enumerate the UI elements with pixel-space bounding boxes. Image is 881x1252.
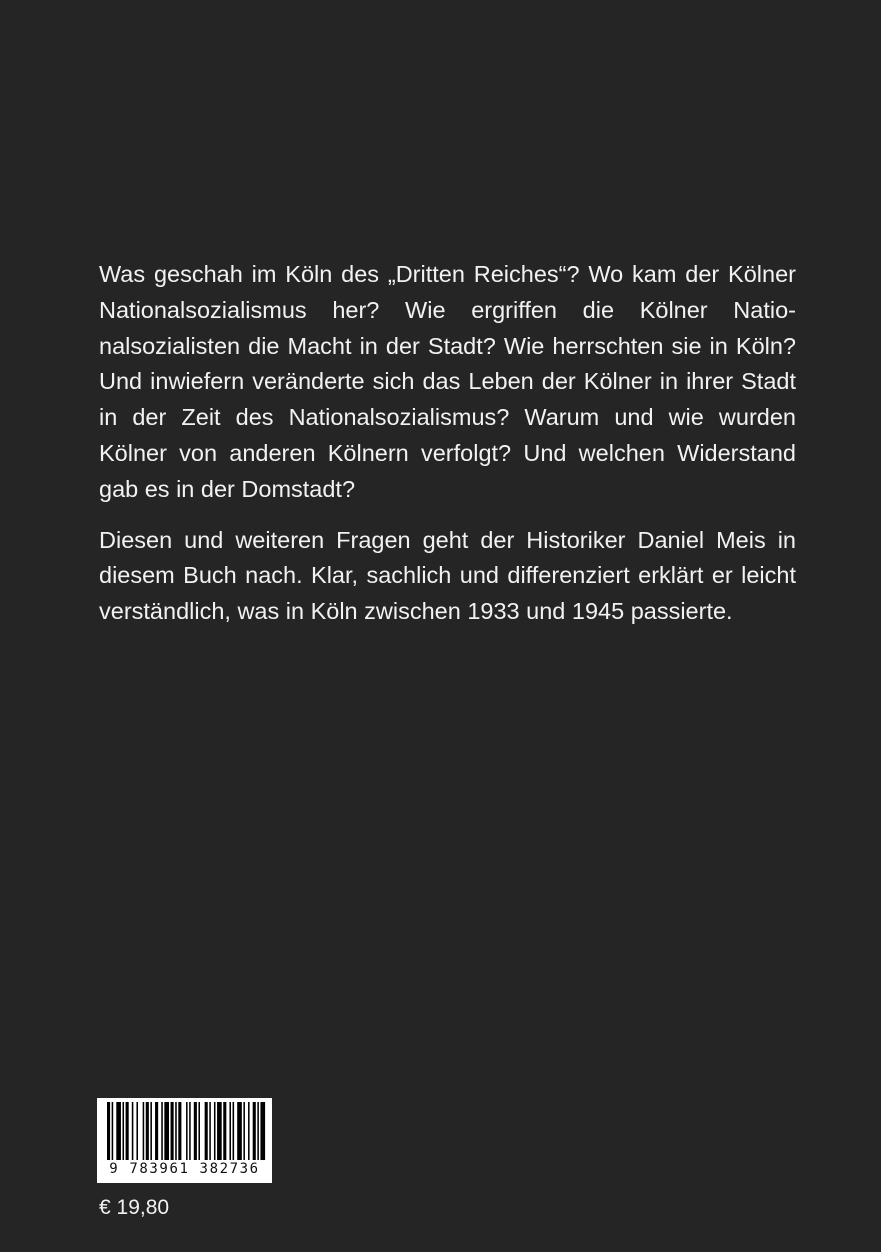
barcode-bar bbox=[223, 1102, 226, 1160]
barcode-bar bbox=[150, 1102, 152, 1160]
barcode-bar bbox=[123, 1102, 125, 1160]
barcode-bar bbox=[126, 1102, 129, 1160]
isbn-barcode bbox=[97, 1098, 272, 1183]
barcode-bar bbox=[112, 1102, 114, 1160]
barcode-bar bbox=[171, 1102, 174, 1160]
barcode-bar bbox=[161, 1102, 163, 1160]
blurb-paragraph: Diesen und weiteren Fragen geht der Historiker Daniel Meis in diesem Buch nach. Klar, sachlich und differenziert erklärt er leicht verständlich, was in Köln zwischen 1933 und 1945 passierte. bbox=[99, 526, 796, 625]
barcode-bar bbox=[155, 1102, 158, 1160]
barcode-bar bbox=[253, 1102, 256, 1160]
barcode-bar bbox=[194, 1102, 197, 1160]
barcode-bar bbox=[143, 1102, 145, 1160]
barcode-bar bbox=[248, 1102, 250, 1160]
blurb-paragraph: Was geschah im Köln des „Dritten Reiches“? Wo kam der Kölner Nationalsozialismus her? Wie ergriffen die Kölner Nationalsozialisten die Macht in der Stadt? Wie herrschten sie in Köln? Und inwiefern veränderte sich das Leben der Kölner in ihrer Stadt in der Zeit des Nationalsozialismus? Warum und wie wurden Kölner von anderen Kölnern verfolgt? Und welchen Widerstand gab es in der Domstadt? bbox=[99, 261, 796, 502]
barcode-bar bbox=[217, 1102, 222, 1160]
isbn-digits: 9 783961 382736 bbox=[109, 1161, 260, 1177]
barcode-bar bbox=[257, 1102, 259, 1160]
price-label: € 19,80 bbox=[99, 1196, 170, 1219]
barcode-bar bbox=[146, 1102, 149, 1160]
back-cover-blurb bbox=[99, 257, 796, 645]
barcode-bar bbox=[175, 1102, 177, 1160]
barcode-bar bbox=[233, 1102, 235, 1160]
barcode-bar bbox=[132, 1102, 134, 1160]
barcode-bar bbox=[243, 1102, 245, 1160]
barcode-bar bbox=[260, 1102, 265, 1160]
barcode-bar bbox=[189, 1102, 191, 1160]
barcode-bar bbox=[198, 1102, 200, 1160]
barcode-bar bbox=[116, 1102, 121, 1160]
barcode-bar bbox=[237, 1102, 242, 1160]
barcode-bar bbox=[209, 1102, 211, 1160]
barcode-bar bbox=[186, 1102, 188, 1160]
barcode-bar bbox=[229, 1102, 231, 1160]
barcode-bar bbox=[136, 1102, 138, 1160]
barcode-bar bbox=[178, 1102, 181, 1160]
barcode-bar bbox=[164, 1102, 169, 1160]
barcode-bar bbox=[205, 1102, 208, 1160]
barcode-bar bbox=[107, 1102, 110, 1160]
barcode-bar bbox=[214, 1102, 216, 1160]
